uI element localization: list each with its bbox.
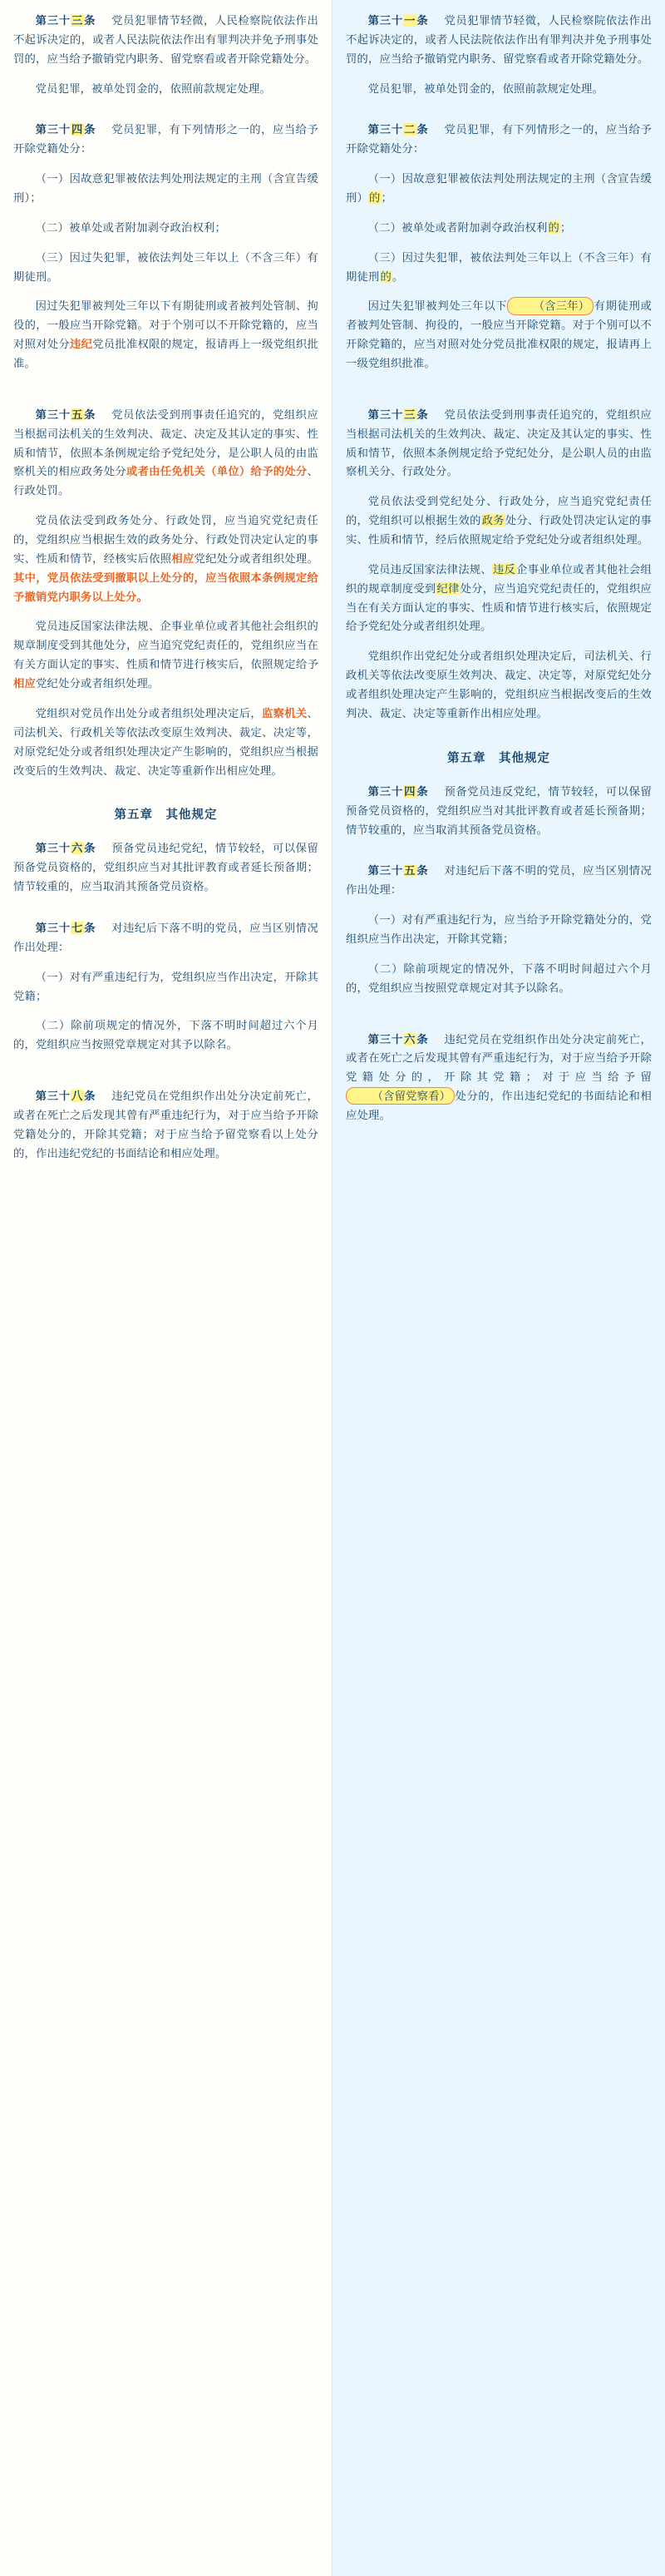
article-34-item-2: （二）被单处或者附加剥夺政治权利； [35, 220, 227, 234]
rev-article-32-paragraph-1: 第三十二条 党员犯罪，有下列情形之一的，应当给予开除党籍处分： [346, 123, 653, 156]
highlight-supervisory-organ: 监察机关 [262, 706, 308, 719]
article-number-38: 第三十八条 [35, 1090, 96, 1103]
highlight-weifan: 违反 [492, 562, 516, 576]
article-number-34: 第三十四条 [35, 123, 96, 136]
article-35-paragraph-2: 党员依法受到政务处分、行政处罚，应当追究党纪责任的，党组织应当根据生效的政务处分、行政处罚决定认定的事实、性质和情节，经核实后依照相应党纪处分或者组织处理。其中，党员依法受到撤职以上处分的，应当依照本条例规定给予撤销党内职务以上处分。 [13, 514, 318, 603]
section-gap [346, 109, 652, 121]
article-37-item-2: （二）除前项规定的情况外，下落不明时间超过六个月的，党组织应当按照党章规定对其予以除名。 [13, 1019, 318, 1051]
section-gap [13, 907, 318, 919]
rev-article-number-32: 第三十二条 [367, 123, 429, 136]
rev-article-35-item-1: （一）对有严重违纪行为，应当给予开除党籍处分的，党组织应当作出决定，开除其党籍； [346, 913, 652, 945]
highlight-weiji: 违纪 [69, 338, 93, 351]
article-33-paragraph-2: 党员犯罪，被单处罚金的，依照前款规定处理。 [35, 82, 272, 95]
highlight-zhengwu: 政务 [481, 514, 505, 527]
highlight-corresponding-2: 相应 [13, 677, 36, 690]
highlight-de-2: 的 [548, 220, 560, 234]
rev-article-number-36: 第三十六条 [367, 1032, 429, 1046]
article-35-paragraph-3: 党员违反国家法律法规、企事业单位或者其他社会组织的规章制度受到其他处分，应当追究党纪责任的，党组织应当在有关方面认定的事实、性质和情节进行核实后，依照规定给予相应党纪处分或者组织处理。 [13, 620, 318, 690]
article-35-paragraph-1: 第三十五条 党员依法受到刑事责任追究的，党组织应当根据司法机关的生效判决、裁定、决定及其认定的事实、性质和情节，依照本条例规定给予党纪处分，是公职人员的由监察机关的相应政务处分或者由任免机关（单位）给予的处分、行政处罚。 [13, 408, 319, 497]
article-number-37: 第三十七条 [35, 921, 96, 934]
rev-article-35-item-2: （二）除前项规定的情况外，下落不明时间超过六个月的，党组织应当按照党章规定对其予以除名。 [346, 962, 652, 994]
section-gap [346, 384, 652, 406]
rev-article-32-item-3: （三）因过失犯罪，被依法判处三年以上（不含三年）有期徒刑的。 [346, 250, 652, 283]
rev-article-31-paragraph-2: 党员犯罪，被单处罚金的，依照前款规定处理。 [367, 82, 604, 95]
rev-article-35-paragraph-1: 第三十五条 对违纪后下落不明的党员，应当区别情况作出处理： [346, 864, 653, 897]
section-gap [346, 850, 652, 862]
highlight-corresponding-1: 相应 [171, 551, 195, 565]
section-gap [13, 384, 318, 406]
article-34-item-3: （三）因过失犯罪，被依法判处三年以上（不含三年）有期徒刑。 [13, 250, 318, 283]
chapter-heading-5-left: 第五章 其他规定 [114, 808, 218, 823]
section-gap [346, 1009, 652, 1031]
rev-article-34-paragraph-1: 第三十四条 预备党员违反党纪，情节较轻，可以保留预备党员资格的，党组织应当对其批评教育或者延长预备期；情节较重的，应当取消其预备党员资格。 [346, 784, 653, 836]
rev-article-33-paragraph-1: 第三十三条 党员依法受到刑事责任追究的，党组织应当根据司法机关的生效判决、裁定、决定及其认定的事实、性质和情节，依照本条例规定给予党纪处分，是公职人员的由监察机关分、行政处分。 [346, 408, 653, 478]
article-37-paragraph-1: 第三十七条 对违纪后下落不明的党员，应当区别情况作出处理： [13, 921, 319, 953]
rev-article-number-34: 第三十四条 [367, 784, 429, 798]
highlight-jilv: 纪律 [436, 581, 460, 595]
highlight-box-three-years: （含三年） [507, 297, 594, 314]
rev-article-32-item-1: （一）因故意犯罪被依法判处刑法规定的主刑（含宣告缓刑）的； [346, 172, 652, 205]
highlight-among-which-clause: 其中，党员依法受到撤职以上处分的，应当依照本条例规定给予撤销党内职务以上处分。 [13, 571, 318, 603]
highlight-de-3: 的 [380, 269, 392, 283]
rev-article-number-35: 第三十五条 [367, 864, 429, 878]
rev-article-number-31: 第三十一条 [367, 14, 429, 27]
highlight-or-appointment-authority: 或者由任免机关（单位）给予的处分 [126, 465, 308, 478]
rev-article-32-item-2: （二）被单处或者附加剥夺政治权利的； [367, 220, 572, 234]
rev-article-32-paragraph-2: 因过失犯罪被判处三年以下 （含三年） 有期徒刑或者被判处管制、拘役的，一般应当开除党籍。对于个别可以不开除党籍的，应当对照对处分党员批准权限的规定，报请再上一级党组织批准。 [346, 297, 652, 373]
article-number-33: 第三十三条 [35, 14, 96, 27]
article-33-paragraph-1: 第三十三条 党员犯罪情节轻微，人民检察院依法作出不起诉决定的，或者人民法院依法作出有罪判决并免予刑事处罚的，应当给予撤销党内职务、留党察看或者开除党籍处分。 [13, 14, 319, 65]
article-36-paragraph-1: 第三十六条 预备党员违纪党纪，情节较轻，可以保留预备党员资格的，党组织应当对其批评教育或者延长预备期；情节较重的，应当取消其预备党员资格。 [13, 842, 319, 893]
article-37-item-1: （一）对有严重违纪行为，党组织应当作出决定，开除其党籍； [13, 970, 318, 1002]
highlight-de-1: 的 [369, 191, 381, 205]
revised-version-column [332, 0, 665, 2576]
article-number-35: 第三十五条 [35, 408, 96, 421]
rev-article-33-paragraph-3: 党员违反国家法律法规、违反企事业单位或者其他社会组织的规章制度受到纪律处分，应当追究党纪责任的，党组织应当在有关方面认定的事实、性质和情节进行核实后，依照规定给予党纪处分或者组织处理。 [346, 562, 653, 633]
rev-article-number-33: 第三十三条 [367, 408, 429, 421]
highlight-box-liudang-chakan: （含留党察看） [346, 1087, 455, 1105]
article-34-paragraph-2: 因过失犯罪被判处三年以下有期徒刑或者被判处管制、拘役的，一般应当开除党籍。对于个别可以不开除党籍的，应当对照对处分违纪党员批准权限的规定，报请再上一级党组织批准。 [13, 299, 319, 370]
chapter-heading-5-right: 第五章 其他规定 [447, 751, 550, 765]
article-38-paragraph-1: 第三十八条 违纪党员在党组织作出处分决定前死亡，或者在死亡之后发现其曾有严重违纪行为，对于应当给予开除党籍处分的，开除其党籍；对于应当给予留党察看以上处分的，作出违纪党纪的书面结论和相应处理。 [13, 1090, 319, 1159]
article-number-36: 第三十六条 [35, 842, 96, 855]
rev-article-33-paragraph-4: 党组织作出党纪处分或者组织处理决定后，司法机关、行政机关等依法改变原生效判决、裁定、决定等，对原党纪处分或者组织处理决定产生影响的，党组织应当根据改变后的生效判决、裁定、决定等重新作出相应处理。 [346, 650, 652, 719]
rev-article-33-paragraph-2: 党员依法受到党纪处分、行政处分，应当追究党纪责任的，党组织可以根据生效的政务处分、行政处罚决定认定的事实、性质和情节，经后依照规定给予党纪处分或者组织处理。 [346, 495, 652, 546]
article-35-paragraph-4: 党组织对党员作出处分或者组织处理决定后，监察机关、司法机关、行政机关等依法改变原生效判决、裁定、决定等，对原党纪处分或者组织处理决定产生影响的，党组织应当根据改变后的生效判决、裁定、决定等重新作出相应处理。 [13, 706, 318, 777]
section-gap [13, 1066, 318, 1087]
original-version-column [0, 0, 332, 2576]
rev-article-31-paragraph-1: 第三十一条 党员犯罪情节轻微，人民检察院依法作出不起诉决定的，或者人民法院依法作出有罪判决并免予刑事处罚的，应当给予撤销党内职务、留党察看或者开除党籍处分。 [346, 14, 653, 65]
article-34-paragraph-1: 第三十四条 党员犯罪，有下列情形之一的，应当给予开除党籍处分： [13, 123, 319, 156]
rev-article-36-paragraph-1: 第三十六条 违纪党员在党组织作出处分决定前死亡，或者在死亡之后发现其曾有严重违纪行为，对于应当给予开除党籍处分的，开除其党籍；对于应当给予留（含留党察看） 处分的，作出违纪党纪的书面结论和相应处理。 [346, 1032, 653, 1121]
section-gap [13, 109, 318, 121]
article-34-item-1: （一）因故意犯罪被依法判处刑法规定的主刑（含宣告缓刑）； [13, 172, 318, 205]
